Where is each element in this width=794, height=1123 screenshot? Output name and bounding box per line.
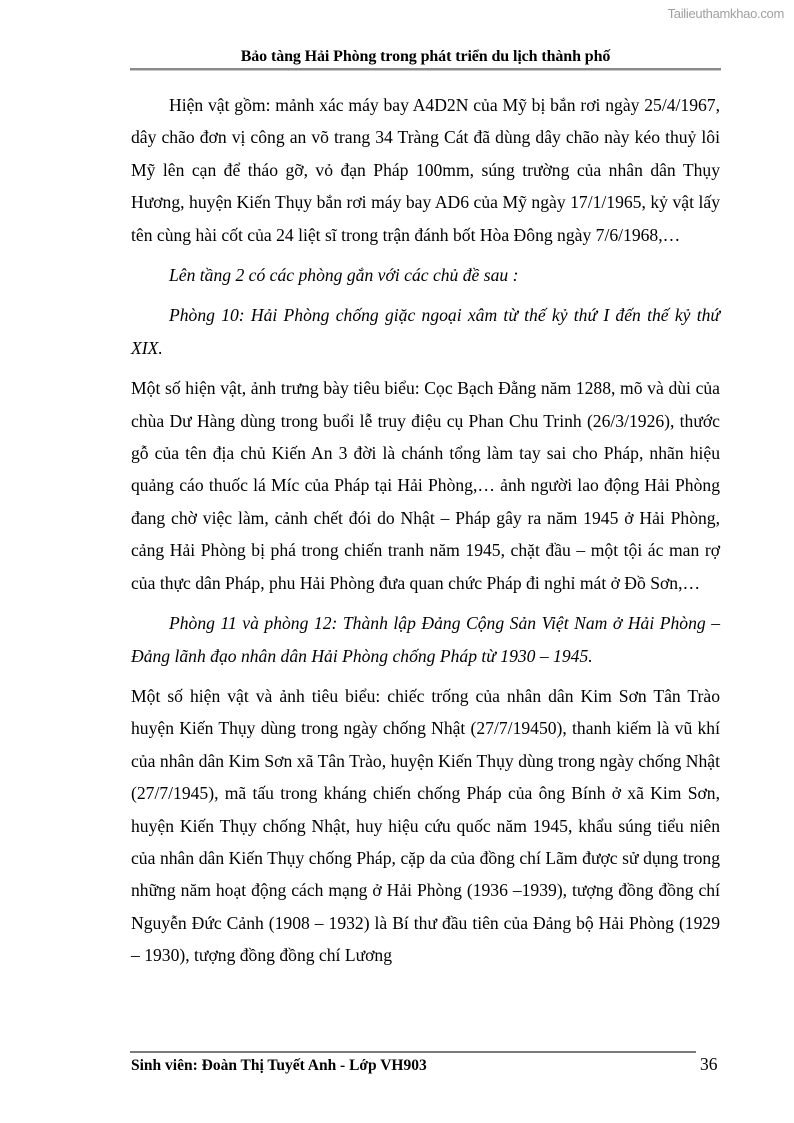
paragraph-artifacts-floor1: Hiện vật gồm: mảnh xác máy bay A4D2N của Mỹ bị bắn rơi ngày 25/4/1967, dây chão đơn vị công an võ trang 34 Tràng Cát đã dùng dây chão này kéo thuỷ lôi Mỹ lên cạn để tháo gỡ, vỏ đạn Pháp 100mm, súng trường của nhân dân Thụy Hương, huyện Kiến Thụy bắn rơi máy bay AD6 của Mỹ ngày 17/1/1965, kỷ vật lấy tên cùng hài cốt của 24 liệt sĩ trong trận đánh bốt Hòa Đông ngày 7/6/1968,… [131, 95, 720, 245]
paragraph-room10-artifacts: Một số hiện vật, ảnh trưng bày tiêu biểu: Cọc Bạch Đằng năm 1288, mõ và dùi của chùa Dư Hàng dùng trong buổi lễ truy điệu cụ Phan Chu Trinh (26/3/1926), thước gỗ của tên địa chủ Kiến An 3 đời là chánh tổng làm tay sai cho Pháp, nhãn hiệu quảng cáo thuốc lá Míc của Pháp tại Hải Phòng,… ảnh người lao động Hải Phòng đang chờ việc làm, cảnh chết đói do Nhật – Pháp gây ra năm 1945 ở Hải Phòng, cảng Hải Phòng bị phá trong chiến tranh năm 1945, chặt đầu – một tội ác man rợ của thực dân Pháp, phu Hải Phòng đưa quan chức Pháp đi nghỉ mát ở Đồ Sơn,… [131, 378, 720, 593]
header-divider [130, 68, 721, 71]
paragraph-room11-12-heading: Phòng 11 và phòng 12: Thành lập Đảng Cộng Sản Việt Nam ở Hải Phòng – Đảng lãnh đạo nhân dân Hải Phòng chống Pháp từ 1930 – 1945. [131, 613, 720, 666]
paragraph-room11-12-artifacts: Một số hiện vật và ảnh tiêu biểu: chiếc trống của nhân dân Kim Sơn Tân Trào huyện Kiến Thụy dùng trong ngày chống Nhật (27/7/19450), thanh kiếm là vũ khí của nhân dân Kim Sơn xã Tân Trào, huyện Kiến Thụy dùng trong ngày chống Nhật (27/7/1945), mã tấu trong kháng chiến chống Pháp của ông Bính ở xã Kim Sơn, huyện Kiến Thụy chống Nhật, huy hiệu cứu quốc năm 1945, khẩu súng tiểu niên của nhân dân Kiến Thụy chống Pháp, cặp da của đồng chí Lãm được sử dụng trong những năm hoạt động cách mạng ở Hải Phòng (1936 –1939), tượng đồng đồng chí Nguyễn Đức Cảnh (1908 – 1932) là Bí thư đầu tiên của Đảng bộ Hải Phòng (1929 – 1930), tượng đồng đồng chí Lương [131, 685, 720, 966]
watermark-text: Tailieuthamkhao.com [667, 6, 784, 21]
footer-divider [130, 1051, 696, 1053]
page-header-title: Bảo tàng Hải Phòng trong phát triển du lịch thành phố [240, 48, 611, 65]
document-body [131, 89, 720, 972]
page-number: 36 [700, 1054, 718, 1074]
paragraph-floor2-intro: Lên tầng 2 có các phòng gắn với các chủ đề sau : [169, 265, 519, 286]
paragraph-room10-heading: Phòng 10: Hải Phòng chống giặc ngoại xâm từ thế kỷ thứ I đến thế kỷ thứ XIX. [131, 305, 720, 358]
footer-author: Sinh viên: Đoàn Thị Tuyết Anh - Lớp VH903 [131, 1057, 427, 1074]
